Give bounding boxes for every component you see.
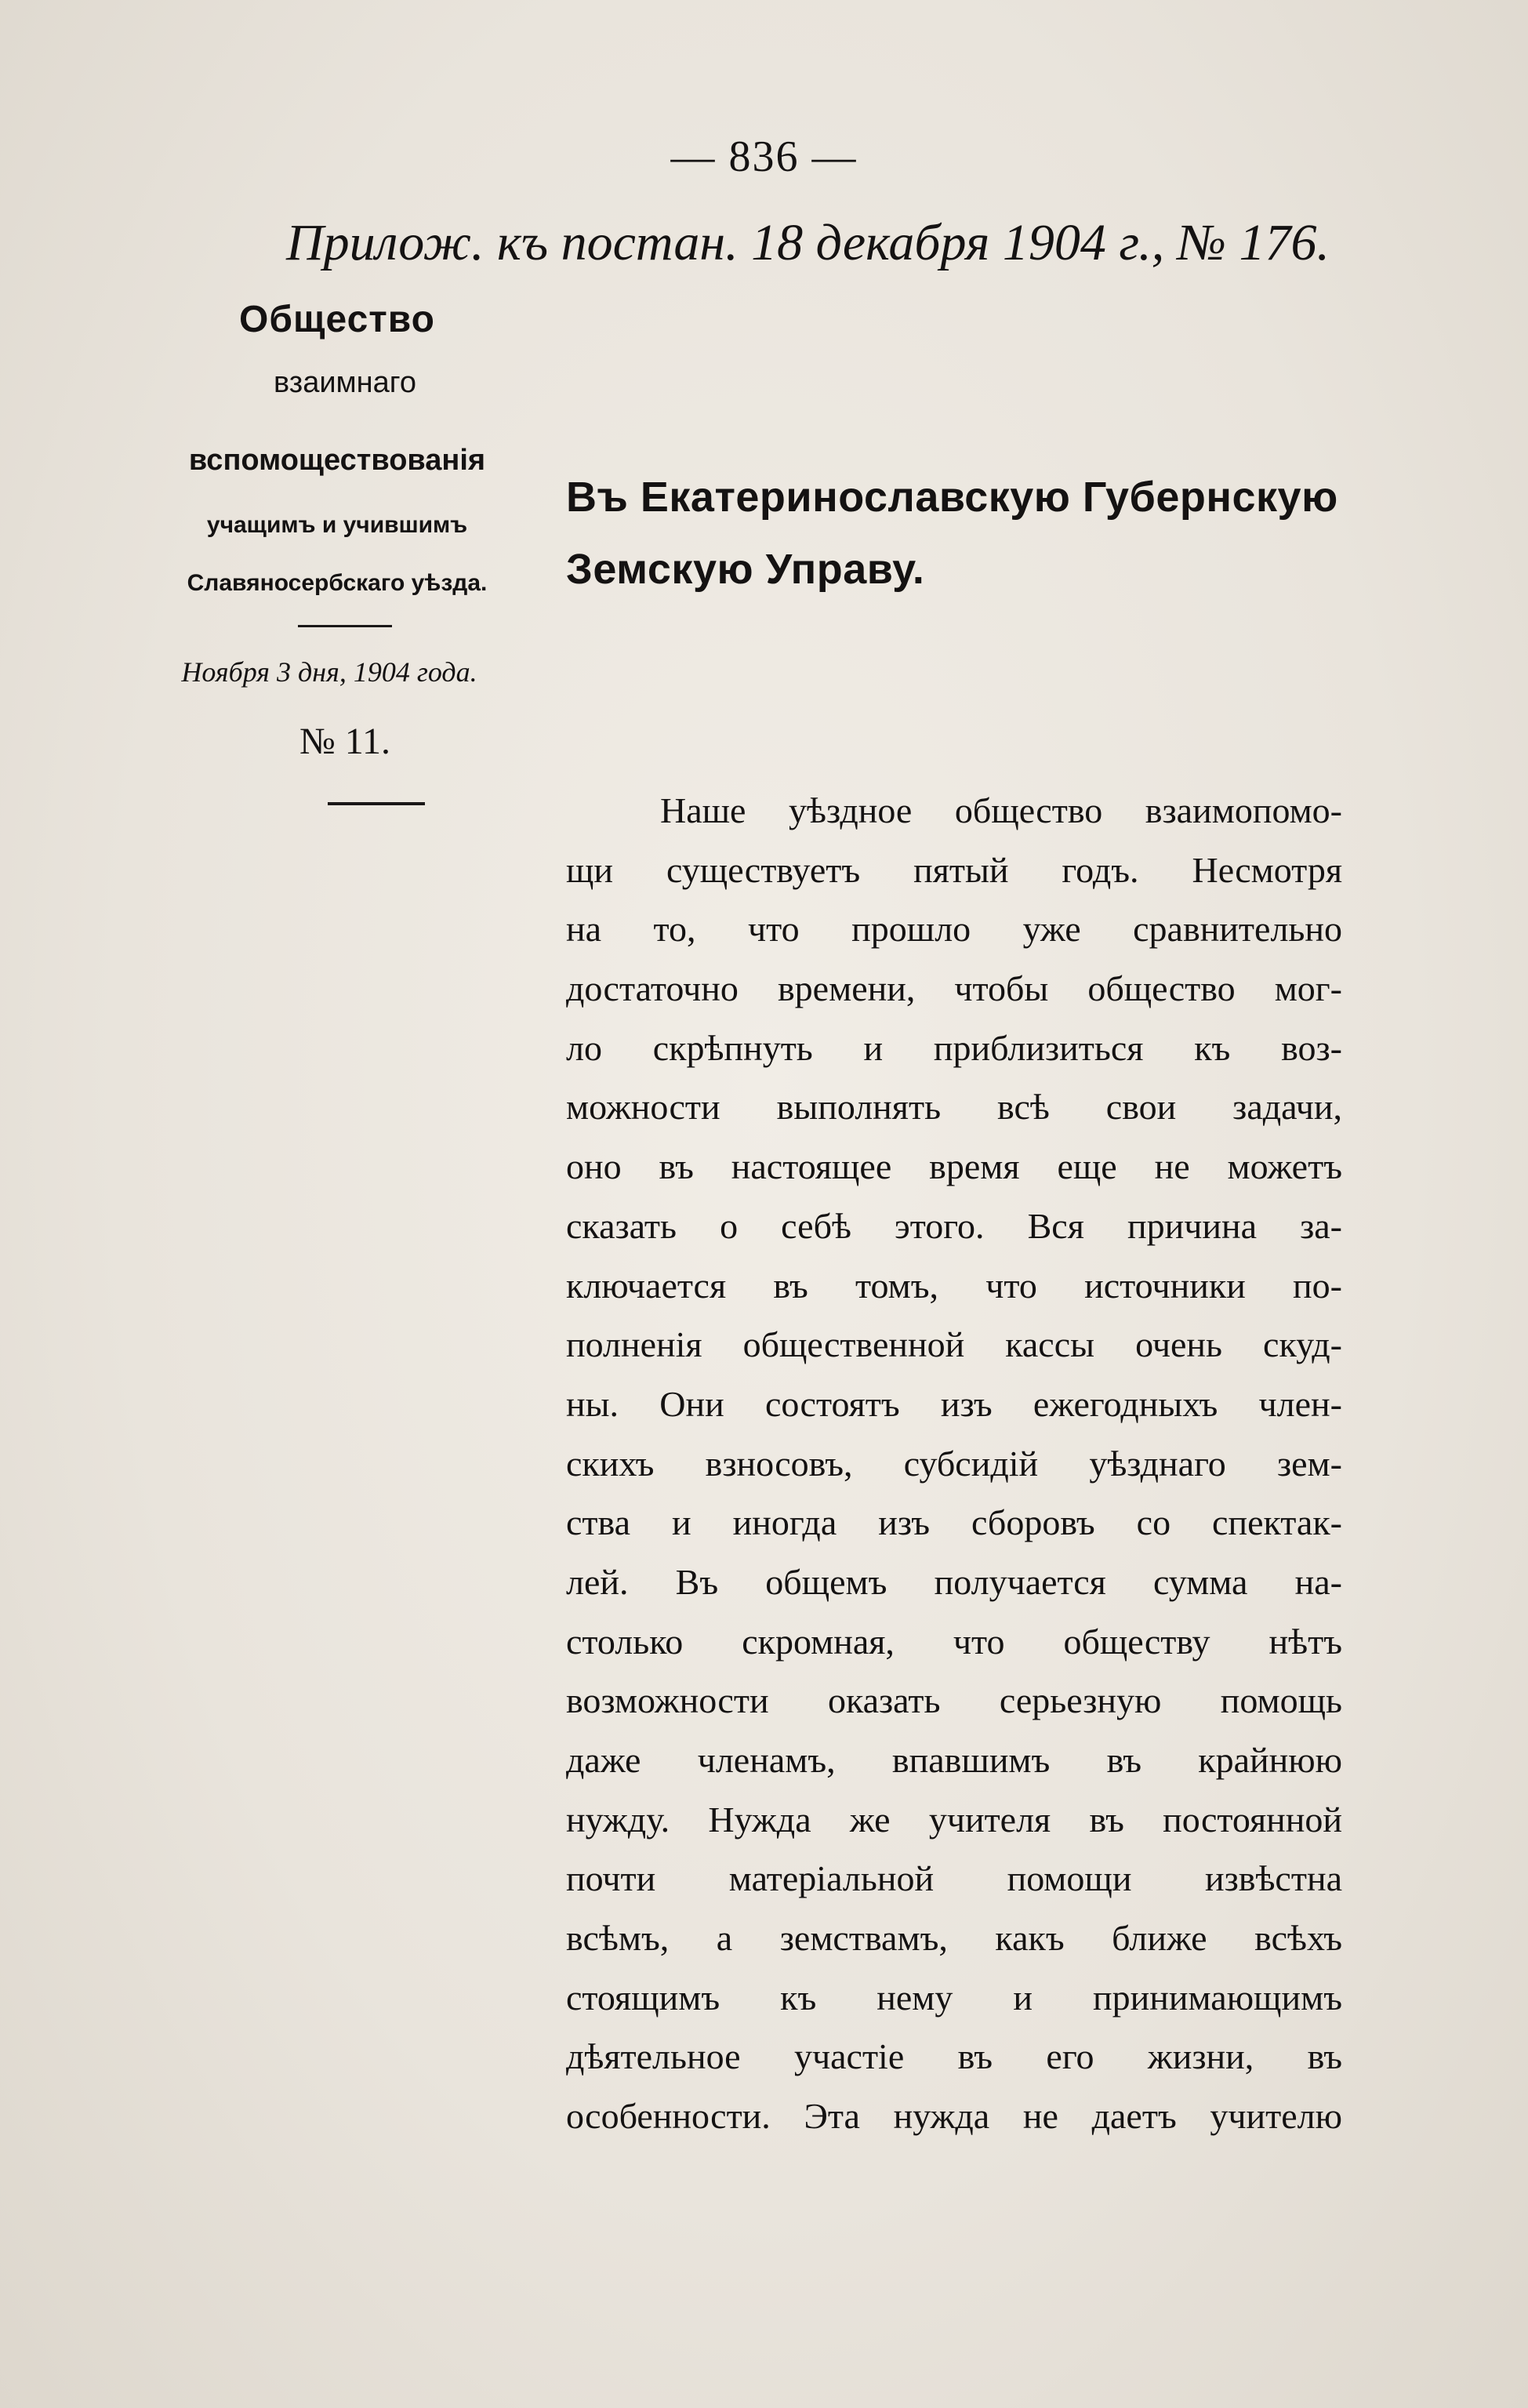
- body-line: почти матеріальной помощи извѣстна: [566, 1858, 1342, 1899]
- body-line: достаточно времени, чтобы общество мог-: [566, 968, 1342, 1009]
- body-line: сказать о себѣ этого. Вся причина за-: [566, 1205, 1342, 1246]
- document-number: № 11.: [299, 721, 390, 762]
- body-line: лей. Въ общемъ получается сумма на-: [566, 1561, 1342, 1602]
- body-line: ства и иногда изъ сборовъ со спектак-: [566, 1502, 1342, 1543]
- body-line: можности выполнять всѣ свои задачи,: [566, 1087, 1342, 1128]
- body-line: стоящимъ къ нему и принимающимъ: [566, 1977, 1342, 2018]
- sender-line-2: взаимнаго: [274, 366, 416, 399]
- body-line: скихъ взносовъ, субсидій уѣзднаго зем-: [566, 1443, 1342, 1484]
- sender-title: Общество: [239, 299, 435, 340]
- body-line: оно въ настоящее время еще не можетъ: [566, 1146, 1342, 1187]
- letter-body: [566, 781, 1342, 2146]
- body-line: дѣятельное участіе въ его жизни, въ: [566, 2036, 1342, 2077]
- sender-line-3: вспомоществованія: [188, 444, 486, 477]
- sender-divider: [298, 625, 392, 627]
- body-line: щи существуетъ пятый годъ. Несмотря: [566, 849, 1342, 890]
- body-line: даже членамъ, впавшимъ въ крайнюю: [566, 1740, 1342, 1780]
- recipient-line-1: Въ Екатеринославскую Губернскую: [566, 474, 1338, 521]
- body-line: ло скрѣпнуть и приблизиться къ воз-: [566, 1027, 1342, 1068]
- sender-line-4: учащимъ и учившимъ: [206, 512, 468, 538]
- body-line: особенности. Эта нужда не даетъ учителю: [566, 2096, 1342, 2137]
- sender-date: Ноября 3 дня, 1904 года.: [181, 656, 477, 688]
- body-line: нужду. Нужда же учителя въ постоянной: [566, 1799, 1342, 1840]
- recipient-block: [566, 461, 1338, 605]
- resolution-header: Прилож. къ постан. 18 декабря 1904 г., № 176.: [286, 214, 1330, 271]
- recipient-line-2: Земскую Управу.: [566, 546, 925, 593]
- sender-block: [180, 298, 557, 805]
- page-number: — 836 —: [670, 133, 858, 181]
- body-line: ны. Они состоятъ изъ ежегодныхъ член-: [566, 1383, 1342, 1424]
- body-line: Наше уѣздное общество взаимопомо-: [660, 790, 1342, 830]
- body-line: полненія общественной кассы очень скуд-: [566, 1324, 1342, 1365]
- body-line: столько скромная, что обществу нѣтъ: [566, 1621, 1342, 1662]
- body-line: всѣмъ, а земствамъ, какъ ближе всѣхъ: [566, 1918, 1342, 1959]
- body-line: на то, что прошло уже сравнительно: [566, 909, 1342, 950]
- body-line: ключается въ томъ, что источники по-: [566, 1265, 1342, 1306]
- number-divider: [328, 802, 425, 805]
- body-line: возможности оказать серьезную помощь: [566, 1680, 1342, 1721]
- sender-line-5: Славяносербскаго уѣзда.: [187, 570, 488, 596]
